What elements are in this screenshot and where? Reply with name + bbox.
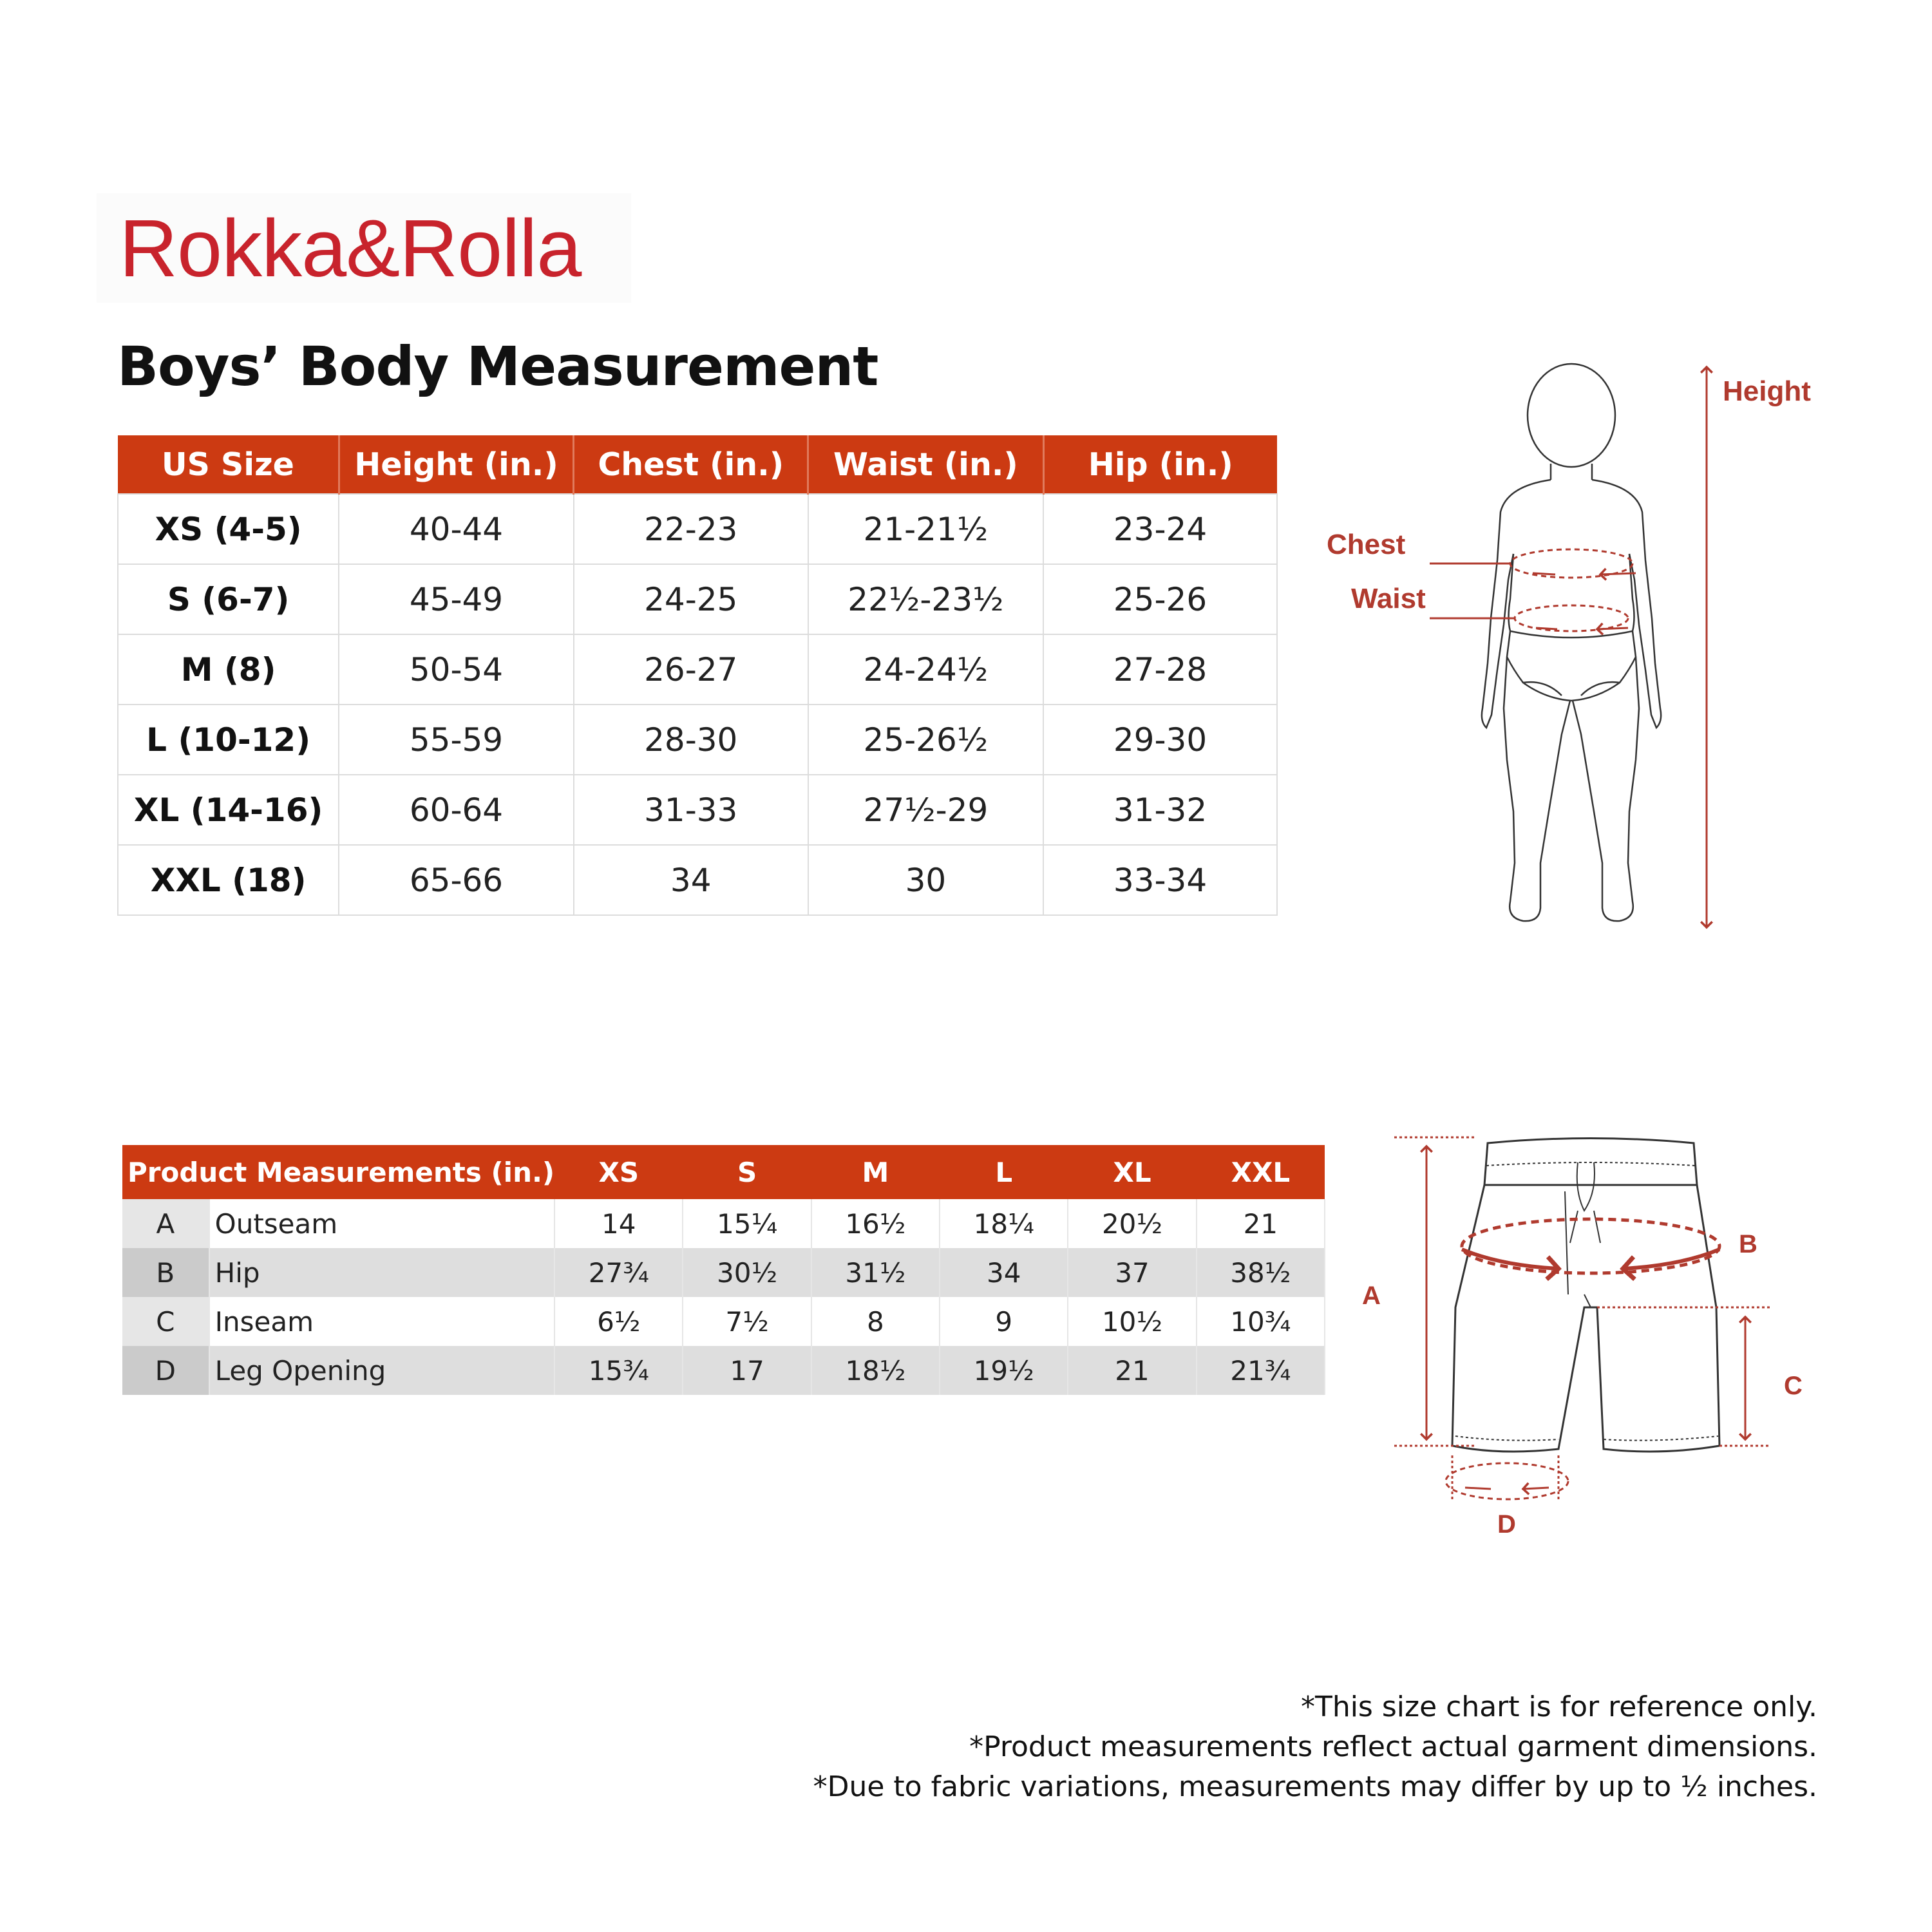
footnotes (813, 1687, 1817, 1807)
waist-cell: 22½-23½ (808, 564, 1043, 634)
value-cell: 14 (554, 1199, 683, 1248)
header-m: M (811, 1145, 940, 1199)
value-cell: 31½ (811, 1248, 940, 1297)
header-height: Height (in.) (339, 435, 573, 494)
value-cell: 20½ (1068, 1199, 1196, 1248)
table-row (122, 1346, 1325, 1395)
waist-cell: 21-21½ (808, 494, 1043, 564)
row-letter: A (122, 1199, 209, 1248)
size-cell: XS (4-5) (118, 494, 339, 564)
value-cell: 18¼ (940, 1199, 1068, 1248)
size-cell: M (8) (118, 634, 339, 705)
waist-measure-line (1515, 605, 1628, 631)
hip-cell: 31-32 (1043, 775, 1277, 845)
value-cell: 18½ (811, 1346, 940, 1395)
header-waist: Waist (in.) (808, 435, 1043, 494)
row-letter: D (122, 1346, 209, 1395)
brand-logo (97, 193, 631, 303)
value-cell: 10¾ (1197, 1297, 1325, 1346)
hip-cell: 33-34 (1043, 845, 1277, 915)
value-cell: 34 (940, 1248, 1068, 1297)
value-cell: 7½ (683, 1297, 811, 1346)
table-row (118, 775, 1277, 845)
value-cell: 15¾ (554, 1346, 683, 1395)
body-measurement-diagram (1314, 348, 1829, 960)
hip-cell: 25-26 (1043, 564, 1277, 634)
waist-cell: 24-24½ (808, 634, 1043, 705)
product-measurement-table (122, 1145, 1325, 1395)
header-product-measurements: Product Measurements (in.) (122, 1145, 554, 1199)
size-cell: XXL (18) (118, 845, 339, 915)
height-cell: 60-64 (339, 775, 573, 845)
height-cell: 65-66 (339, 845, 573, 915)
row-letter: C (122, 1297, 209, 1346)
header-xl: XL (1068, 1145, 1196, 1199)
row-label: Hip (209, 1248, 554, 1297)
value-cell: 8 (811, 1297, 940, 1346)
height-cell: 50-54 (339, 634, 573, 705)
hip-cell: 27-28 (1043, 634, 1277, 705)
footnote: *This size chart is for reference only. (1300, 1690, 1817, 1723)
table-header-row (122, 1145, 1325, 1199)
row-label: Leg Opening (209, 1346, 554, 1395)
hip-measure-line (1462, 1219, 1719, 1273)
value-cell: 6½ (554, 1297, 683, 1346)
child-figure-icon (1482, 364, 1661, 921)
value-cell: 38½ (1197, 1248, 1325, 1297)
value-cell: 27¾ (554, 1248, 683, 1297)
height-cell: 45-49 (339, 564, 573, 634)
page-title: Boys’ Body Measurement (117, 335, 878, 398)
table-row (122, 1199, 1325, 1248)
table-row (118, 705, 1277, 775)
table-row (122, 1297, 1325, 1346)
brand-name: Rokka&Rolla (119, 202, 582, 294)
height-label: Height (1723, 375, 1811, 407)
value-cell: 9 (940, 1297, 1068, 1346)
value-cell: 37 (1068, 1248, 1196, 1297)
header-xs: XS (554, 1145, 683, 1199)
hip-cell: 23-24 (1043, 494, 1277, 564)
value-cell: 30½ (683, 1248, 811, 1297)
height-cell: 40-44 (339, 494, 573, 564)
size-cell: L (10-12) (118, 705, 339, 775)
header-hip: Hip (in.) (1043, 435, 1277, 494)
waist-cell: 30 (808, 845, 1043, 915)
label-d: D (1497, 1510, 1516, 1539)
shorts-icon (1452, 1139, 1719, 1452)
table-row (118, 634, 1277, 705)
value-cell: 15¼ (683, 1199, 811, 1248)
row-label: Outseam (209, 1199, 554, 1248)
value-cell: 19½ (940, 1346, 1068, 1395)
height-cell: 55-59 (339, 705, 573, 775)
body-measurement-table (117, 435, 1278, 916)
hip-cell: 29-30 (1043, 705, 1277, 775)
header-s: S (683, 1145, 811, 1199)
header-us-size: US Size (118, 435, 339, 494)
chest-cell: 31-33 (574, 775, 808, 845)
footnote: *Due to fabric variations, measurements may differ by up to ½ inches. (813, 1770, 1817, 1803)
chest-cell: 24-25 (574, 564, 808, 634)
value-cell: 10½ (1068, 1297, 1196, 1346)
chest-cell: 28-30 (574, 705, 808, 775)
table-row (118, 564, 1277, 634)
label-a: A (1362, 1282, 1381, 1310)
value-cell: 21¾ (1197, 1346, 1325, 1395)
label-c: C (1784, 1372, 1803, 1400)
waist-cell: 25-26½ (808, 705, 1043, 775)
table-row (122, 1248, 1325, 1297)
header-xxl: XXL (1197, 1145, 1325, 1199)
row-letter: B (122, 1248, 209, 1297)
label-b: B (1739, 1230, 1757, 1258)
value-cell: 21 (1197, 1199, 1325, 1248)
chest-label: Chest (1327, 529, 1406, 560)
row-label: Inseam (209, 1297, 554, 1346)
header-l: L (940, 1145, 1068, 1199)
size-cell: S (6-7) (118, 564, 339, 634)
waist-cell: 27½-29 (808, 775, 1043, 845)
leg-opening-measure-line (1446, 1463, 1568, 1499)
value-cell: 16½ (811, 1199, 940, 1248)
shorts-measurement-diagram (1346, 1121, 1810, 1546)
table-row (118, 845, 1277, 915)
waist-label: Waist (1351, 583, 1426, 614)
table-row (118, 494, 1277, 564)
chest-cell: 34 (574, 845, 808, 915)
value-cell: 21 (1068, 1346, 1196, 1395)
header-chest: Chest (in.) (574, 435, 808, 494)
chest-cell: 26-27 (574, 634, 808, 705)
size-cell: XL (14-16) (118, 775, 339, 845)
value-cell: 17 (683, 1346, 811, 1395)
chest-cell: 22-23 (574, 494, 808, 564)
table-header-row (118, 435, 1277, 494)
footnote: *Product measurements reflect actual garment dimensions. (969, 1730, 1817, 1763)
